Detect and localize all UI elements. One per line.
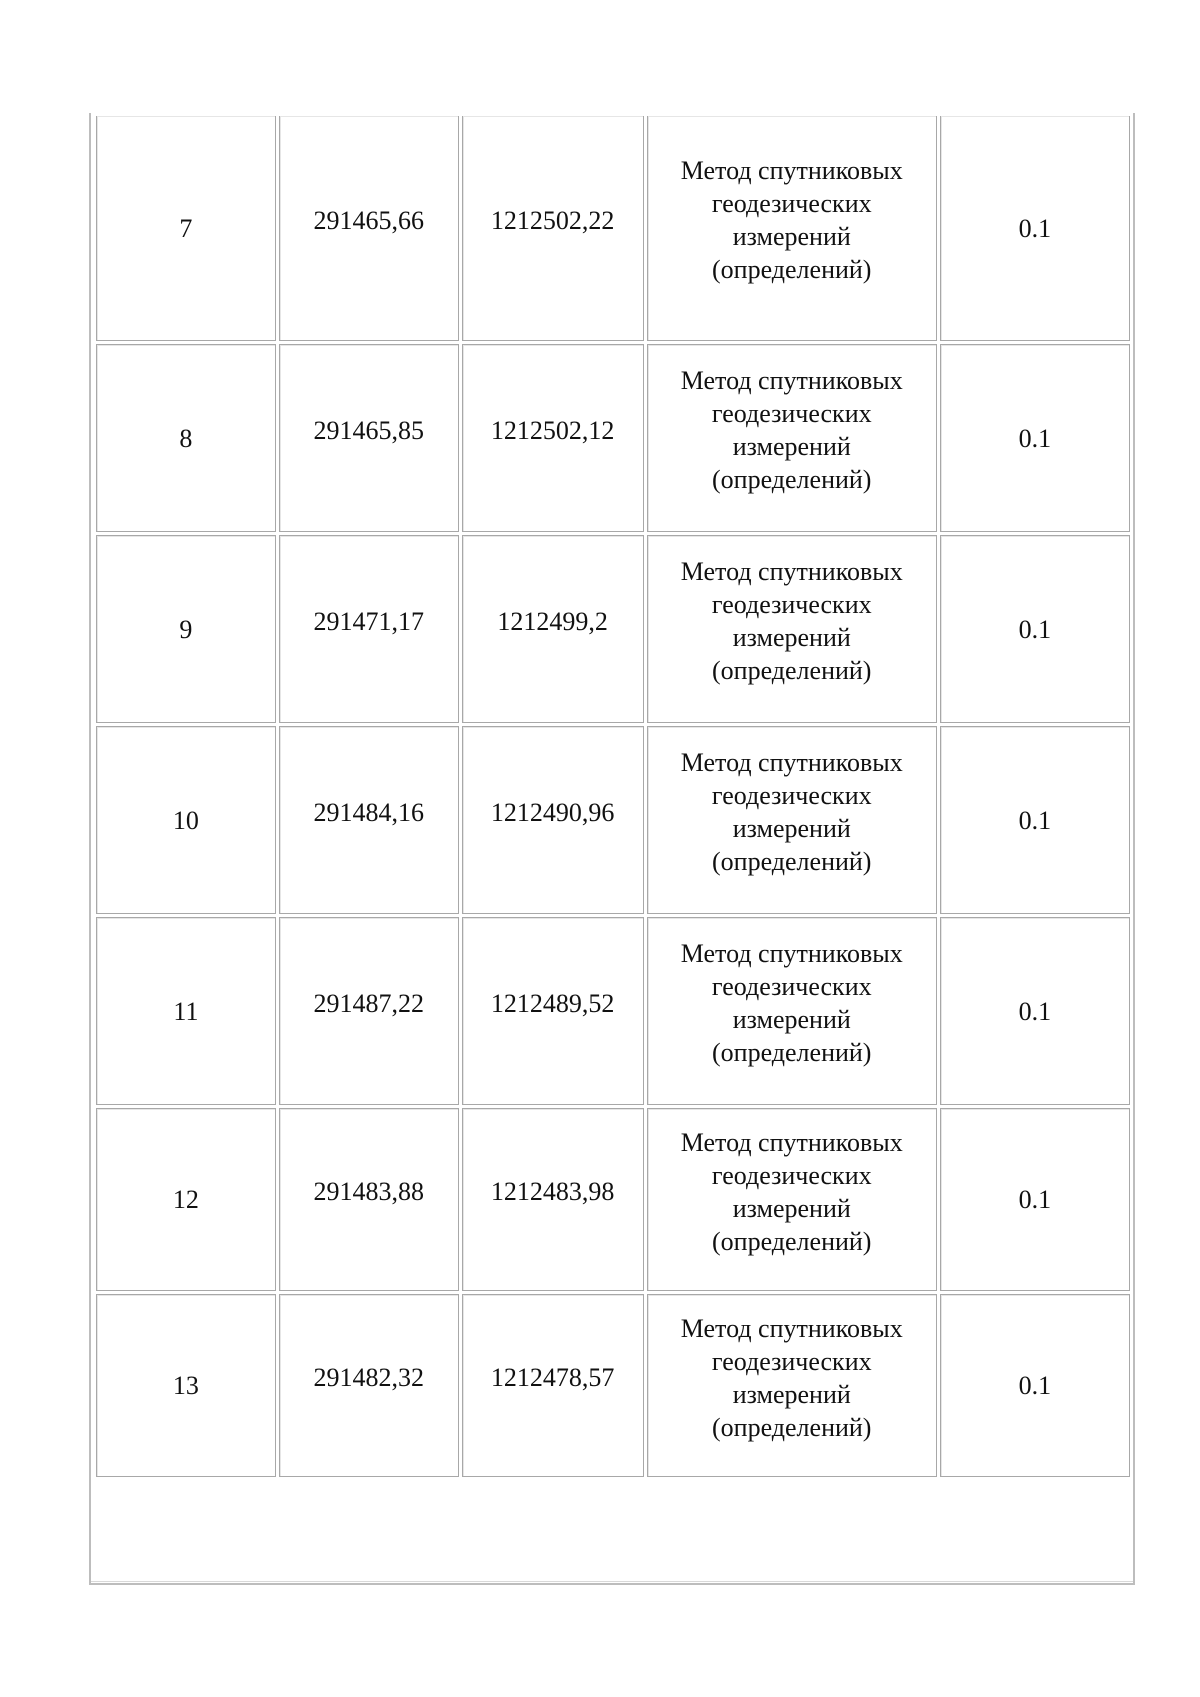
accuracy-cell: 0.1 — [940, 1108, 1130, 1291]
table-row — [96, 1108, 1130, 1291]
method-cell: Метод спутниковых геодезических измерений (определений) — [647, 917, 937, 1105]
table-row — [96, 535, 1130, 723]
point-number-cell: 12 — [96, 1108, 276, 1291]
point-number-cell: 10 — [96, 726, 276, 914]
x-coordinate-cell: 291483,88 — [279, 1108, 459, 1291]
x-coordinate-cell: 291465,85 — [279, 344, 459, 532]
accuracy-cell: 0.1 — [940, 116, 1130, 341]
accuracy-cell: 0.1 — [940, 344, 1130, 532]
method-cell: Метод спутниковых геодезических измерений (определений) — [647, 1108, 937, 1291]
method-cell: Метод спутниковых геодезических измерений (определений) — [647, 535, 937, 723]
table-row — [96, 726, 1130, 914]
table-row — [96, 1294, 1130, 1477]
coordinates-table-frame — [89, 113, 1135, 1585]
x-coordinate-cell: 291471,17 — [279, 535, 459, 723]
x-coordinate-cell: 291487,22 — [279, 917, 459, 1105]
point-number-cell: 11 — [96, 917, 276, 1105]
table-row — [96, 917, 1130, 1105]
table-row — [96, 116, 1130, 341]
y-coordinate-cell: 1212502,12 — [462, 344, 644, 532]
accuracy-cell: 0.1 — [940, 1294, 1130, 1477]
method-cell: Метод спутниковых геодезических измерений (определений) — [647, 1294, 937, 1477]
y-coordinate-cell: 1212499,2 — [462, 535, 644, 723]
method-cell: Метод спутниковых геодезических измерений (определений) — [647, 116, 937, 341]
method-cell: Метод спутниковых геодезических измерений (определений) — [647, 344, 937, 532]
x-coordinate-cell: 291484,16 — [279, 726, 459, 914]
table-row — [96, 344, 1130, 532]
method-cell: Метод спутниковых геодезических измерений (определений) — [647, 726, 937, 914]
point-number-cell: 7 — [96, 116, 276, 341]
y-coordinate-cell: 1212489,52 — [462, 917, 644, 1105]
point-number-cell: 9 — [96, 535, 276, 723]
point-number-cell: 13 — [96, 1294, 276, 1477]
y-coordinate-cell: 1212490,96 — [462, 726, 644, 914]
y-coordinate-cell: 1212483,98 — [462, 1108, 644, 1291]
accuracy-cell: 0.1 — [940, 535, 1130, 723]
x-coordinate-cell: 291482,32 — [279, 1294, 459, 1477]
x-coordinate-cell: 291465,66 — [279, 116, 459, 341]
point-number-cell: 8 — [96, 344, 276, 532]
y-coordinate-cell: 1212478,57 — [462, 1294, 644, 1477]
y-coordinate-cell: 1212502,22 — [462, 116, 644, 341]
coordinates-table — [93, 113, 1133, 1480]
accuracy-cell: 0.1 — [940, 917, 1130, 1105]
accuracy-cell: 0.1 — [940, 726, 1130, 914]
